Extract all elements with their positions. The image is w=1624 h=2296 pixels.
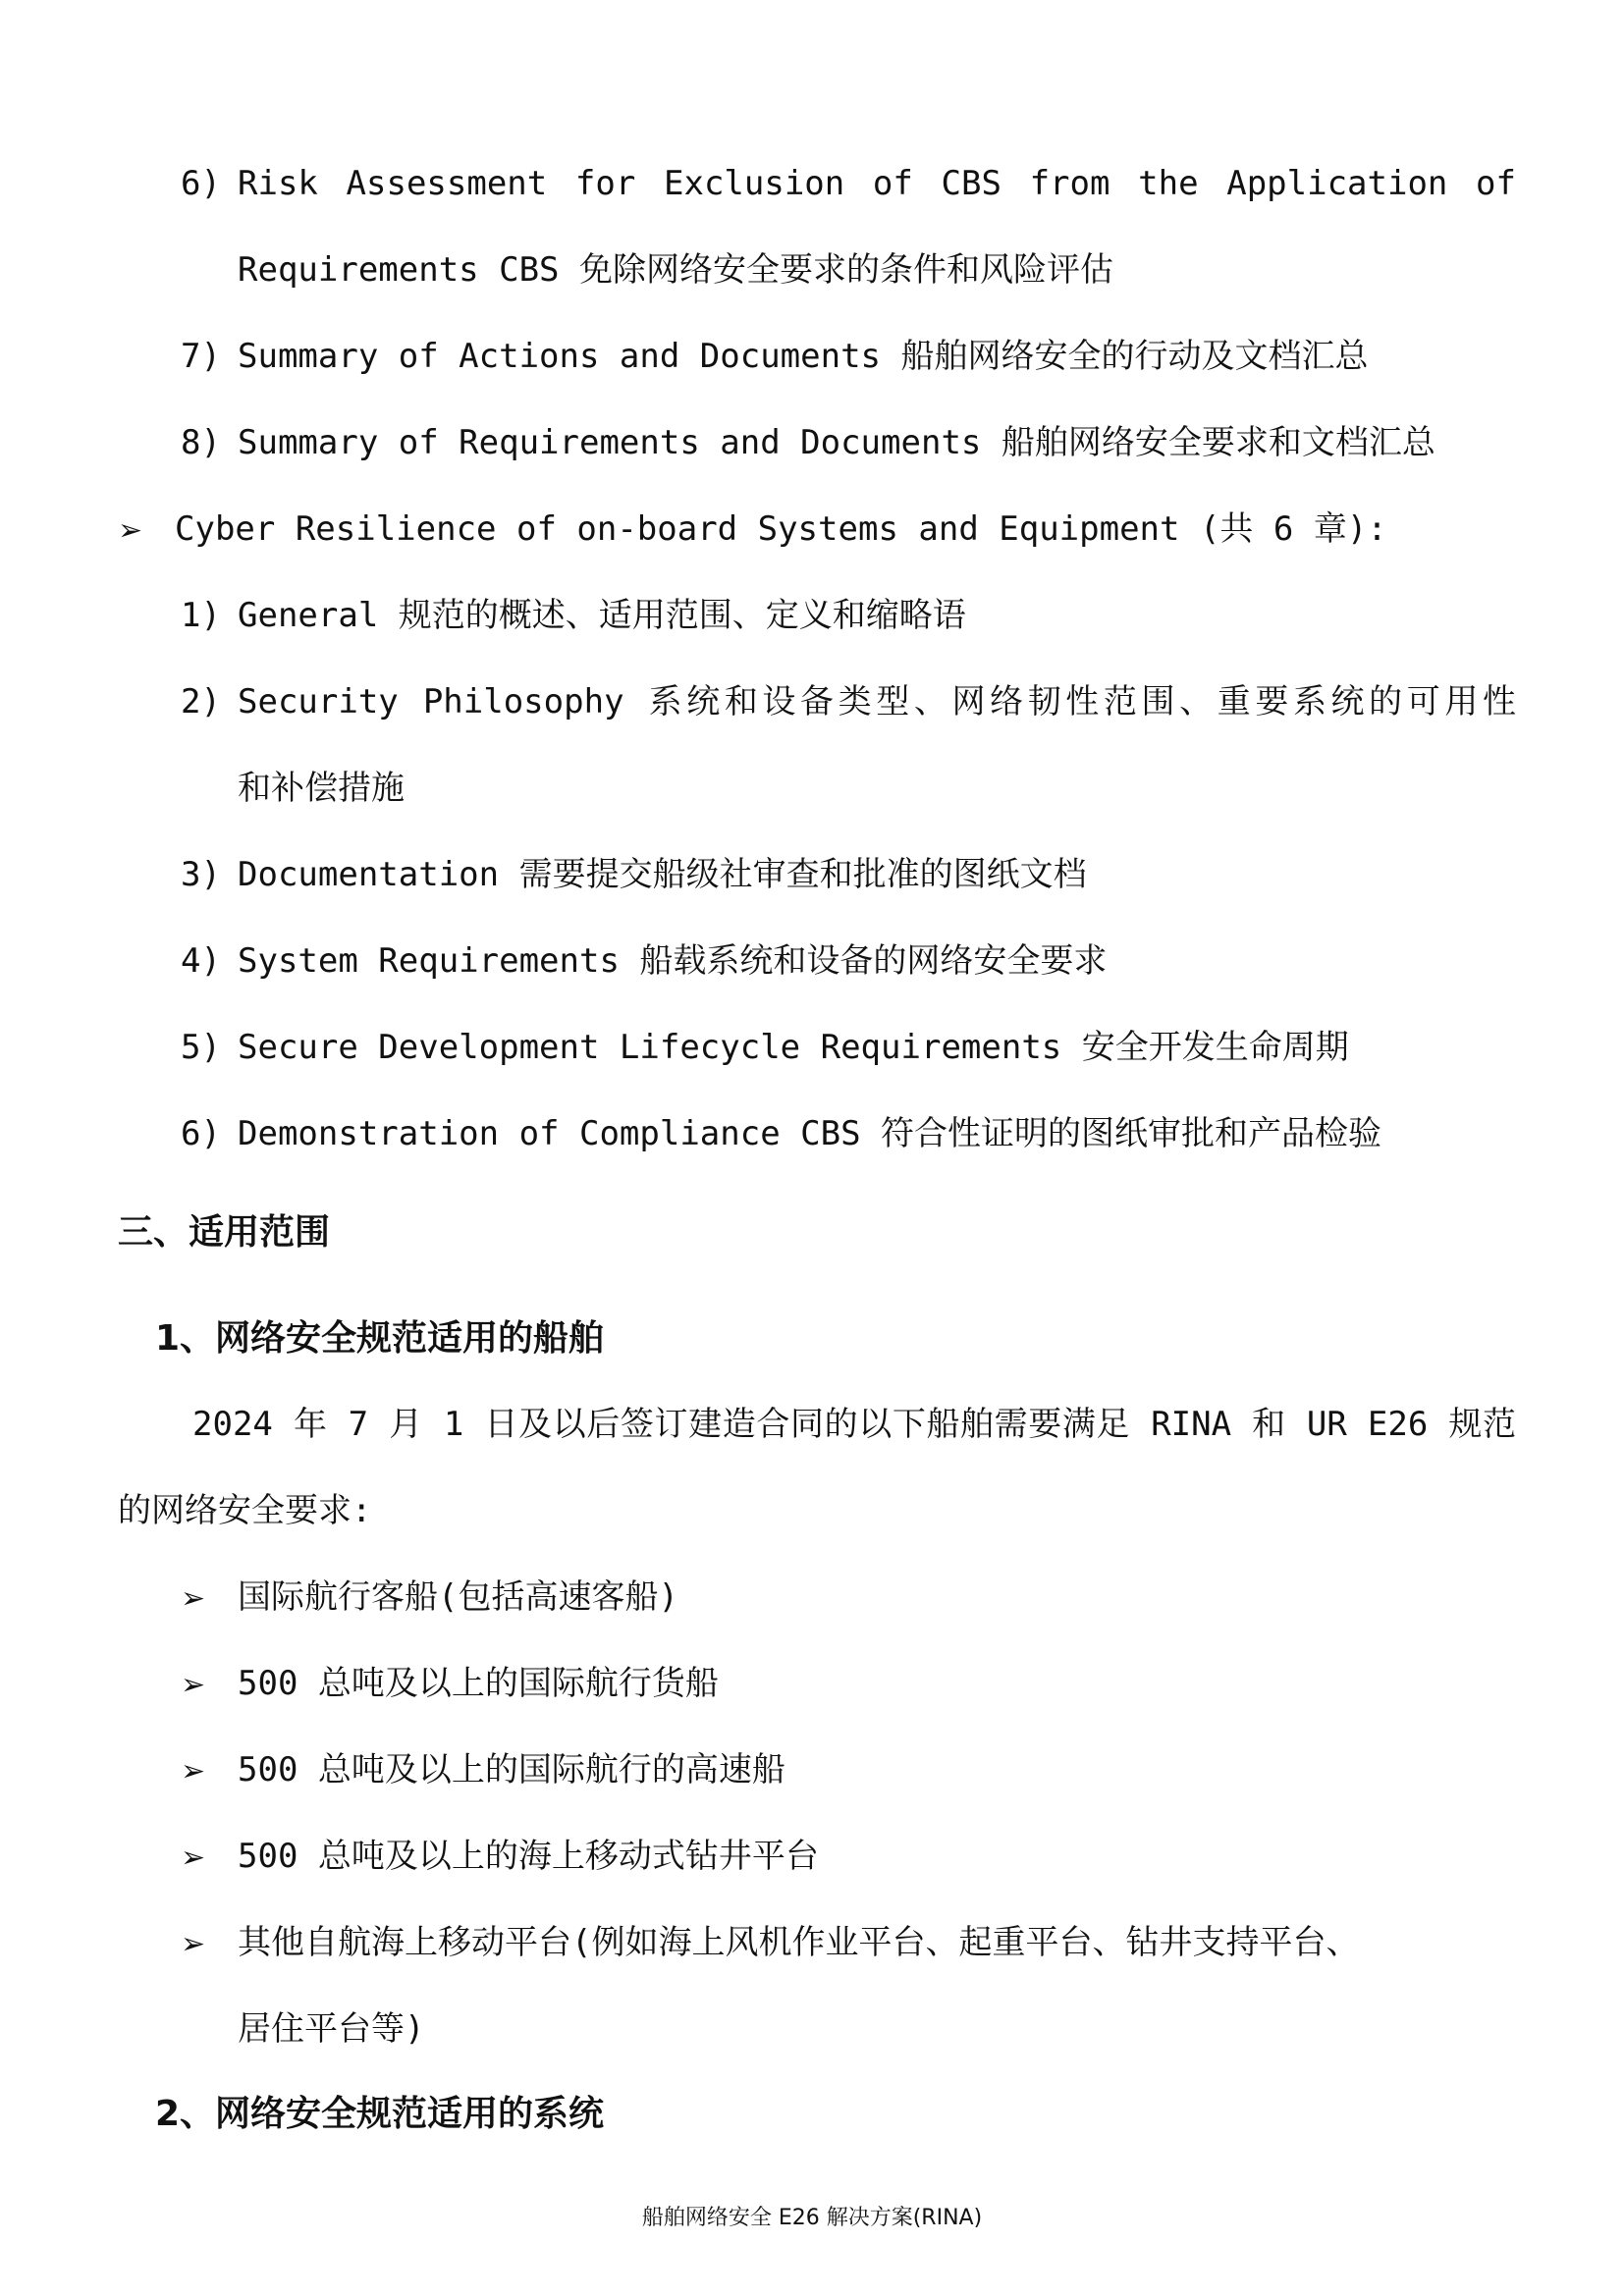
ship-type-item-4 bbox=[181, 1833, 819, 1882]
list-text: Documentation 需要提交船级社审查和批准的图纸文档 bbox=[238, 855, 1087, 894]
list-text: Risk Assessment for Exclusion of CBS from the Application of bbox=[238, 164, 1516, 203]
ship-type-text: 500 总吨及以上的国际航行的高速船 bbox=[238, 1750, 785, 1789]
arrow-bullet-icon: ➢ bbox=[181, 1754, 206, 1789]
list-item-6-line1 bbox=[181, 160, 1516, 207]
list-number: 5) bbox=[181, 1028, 221, 1067]
list-text: General 规范的概述、适用范围、定义和缩略语 bbox=[238, 596, 966, 635]
list-number: 4) bbox=[181, 941, 221, 981]
paragraph-line2: 的网络安全要求: bbox=[118, 1491, 372, 1530]
list-text: Summary of Requirements and Documents 船舶网络安全要求和文档汇总 bbox=[238, 423, 1435, 462]
chapter-item-4 bbox=[181, 937, 1107, 985]
ship-type-item-5-line1 bbox=[181, 1919, 1359, 1968]
chapter-item-5 bbox=[181, 1024, 1349, 1071]
list-number: 8) bbox=[181, 423, 221, 462]
list-number: 2) bbox=[181, 682, 221, 721]
arrow-bullet-icon: ➢ bbox=[181, 1841, 206, 1875]
chapter-item-2-line2: 和补偿措施 bbox=[238, 769, 405, 808]
ship-type-text: 500 总吨及以上的国际航行货船 bbox=[238, 1664, 719, 1703]
list-text: System Requirements 船载系统和设备的网络安全要求 bbox=[238, 941, 1108, 981]
list-number: 6) bbox=[181, 164, 221, 203]
arrow-bullet-icon: ➢ bbox=[118, 513, 143, 548]
list-text: Demonstration of Compliance CBS 符合性证明的图纸审批和产品检验 bbox=[238, 1114, 1382, 1153]
ship-type-text: 其他自航海上移动平台(例如海上风机作业平台、起重平台、钻井支持平台、 bbox=[238, 1923, 1360, 1962]
arrow-bullet-icon: ➢ bbox=[181, 1581, 206, 1616]
list-number: 7) bbox=[181, 337, 221, 376]
ship-type-text: 国际航行客船(包括高速客船) bbox=[238, 1577, 678, 1617]
list-item-8 bbox=[181, 419, 1435, 466]
ship-type-item-1 bbox=[181, 1574, 678, 1623]
arrow-bullet-icon: ➢ bbox=[181, 1668, 206, 1702]
chapter-item-1 bbox=[181, 592, 966, 639]
list-text: Secure Development Lifecycle Requirements 安全开发生命周期 bbox=[238, 1028, 1349, 1067]
subsection-heading-1: 1、网络安全规范适用的船舶 bbox=[155, 1318, 605, 1359]
ship-type-item-5-line2: 居住平台等) bbox=[238, 2009, 425, 2049]
chapter-item-2-line1 bbox=[181, 678, 1516, 725]
subsection-heading-2: 2、网络安全规范适用的系统 bbox=[155, 2094, 605, 2134]
paragraph-line1: 2024 年 7 月 1 日及以后签订建造合同的以下船舶需要满足 RINA 和 UR E26 规范 bbox=[192, 1405, 1516, 1444]
list-number: 6) bbox=[181, 1114, 221, 1153]
list-text: Summary of Actions and Documents 船舶网络安全的行动及文档汇总 bbox=[238, 337, 1369, 376]
list-number: 3) bbox=[181, 855, 221, 894]
section-bullet bbox=[118, 506, 1387, 555]
ship-type-item-2 bbox=[181, 1660, 719, 1709]
list-number: 1) bbox=[181, 596, 221, 635]
chapter-item-3 bbox=[181, 851, 1087, 898]
arrow-bullet-icon: ➢ bbox=[181, 1927, 206, 1961]
list-item-7 bbox=[181, 333, 1369, 380]
list-text: Security Philosophy 系统和设备类型、网络韧性范围、重要系统的可用性 bbox=[238, 682, 1516, 721]
ship-type-item-3 bbox=[181, 1746, 785, 1795]
section-bullet-text: Cyber Resilience of on-board Systems and Equipment (共 6 章): bbox=[175, 509, 1387, 549]
ship-type-text: 500 总吨及以上的海上移动式钻井平台 bbox=[238, 1837, 819, 1876]
section-heading: 三、适用范围 bbox=[118, 1212, 331, 1253]
chapter-item-6 bbox=[181, 1110, 1381, 1157]
page-footer: 船舶网络安全 E26 解决方案(RINA) bbox=[641, 2206, 983, 2230]
list-item-6-line2: Requirements CBS 免除网络安全要求的条件和风险评估 bbox=[238, 250, 1113, 290]
